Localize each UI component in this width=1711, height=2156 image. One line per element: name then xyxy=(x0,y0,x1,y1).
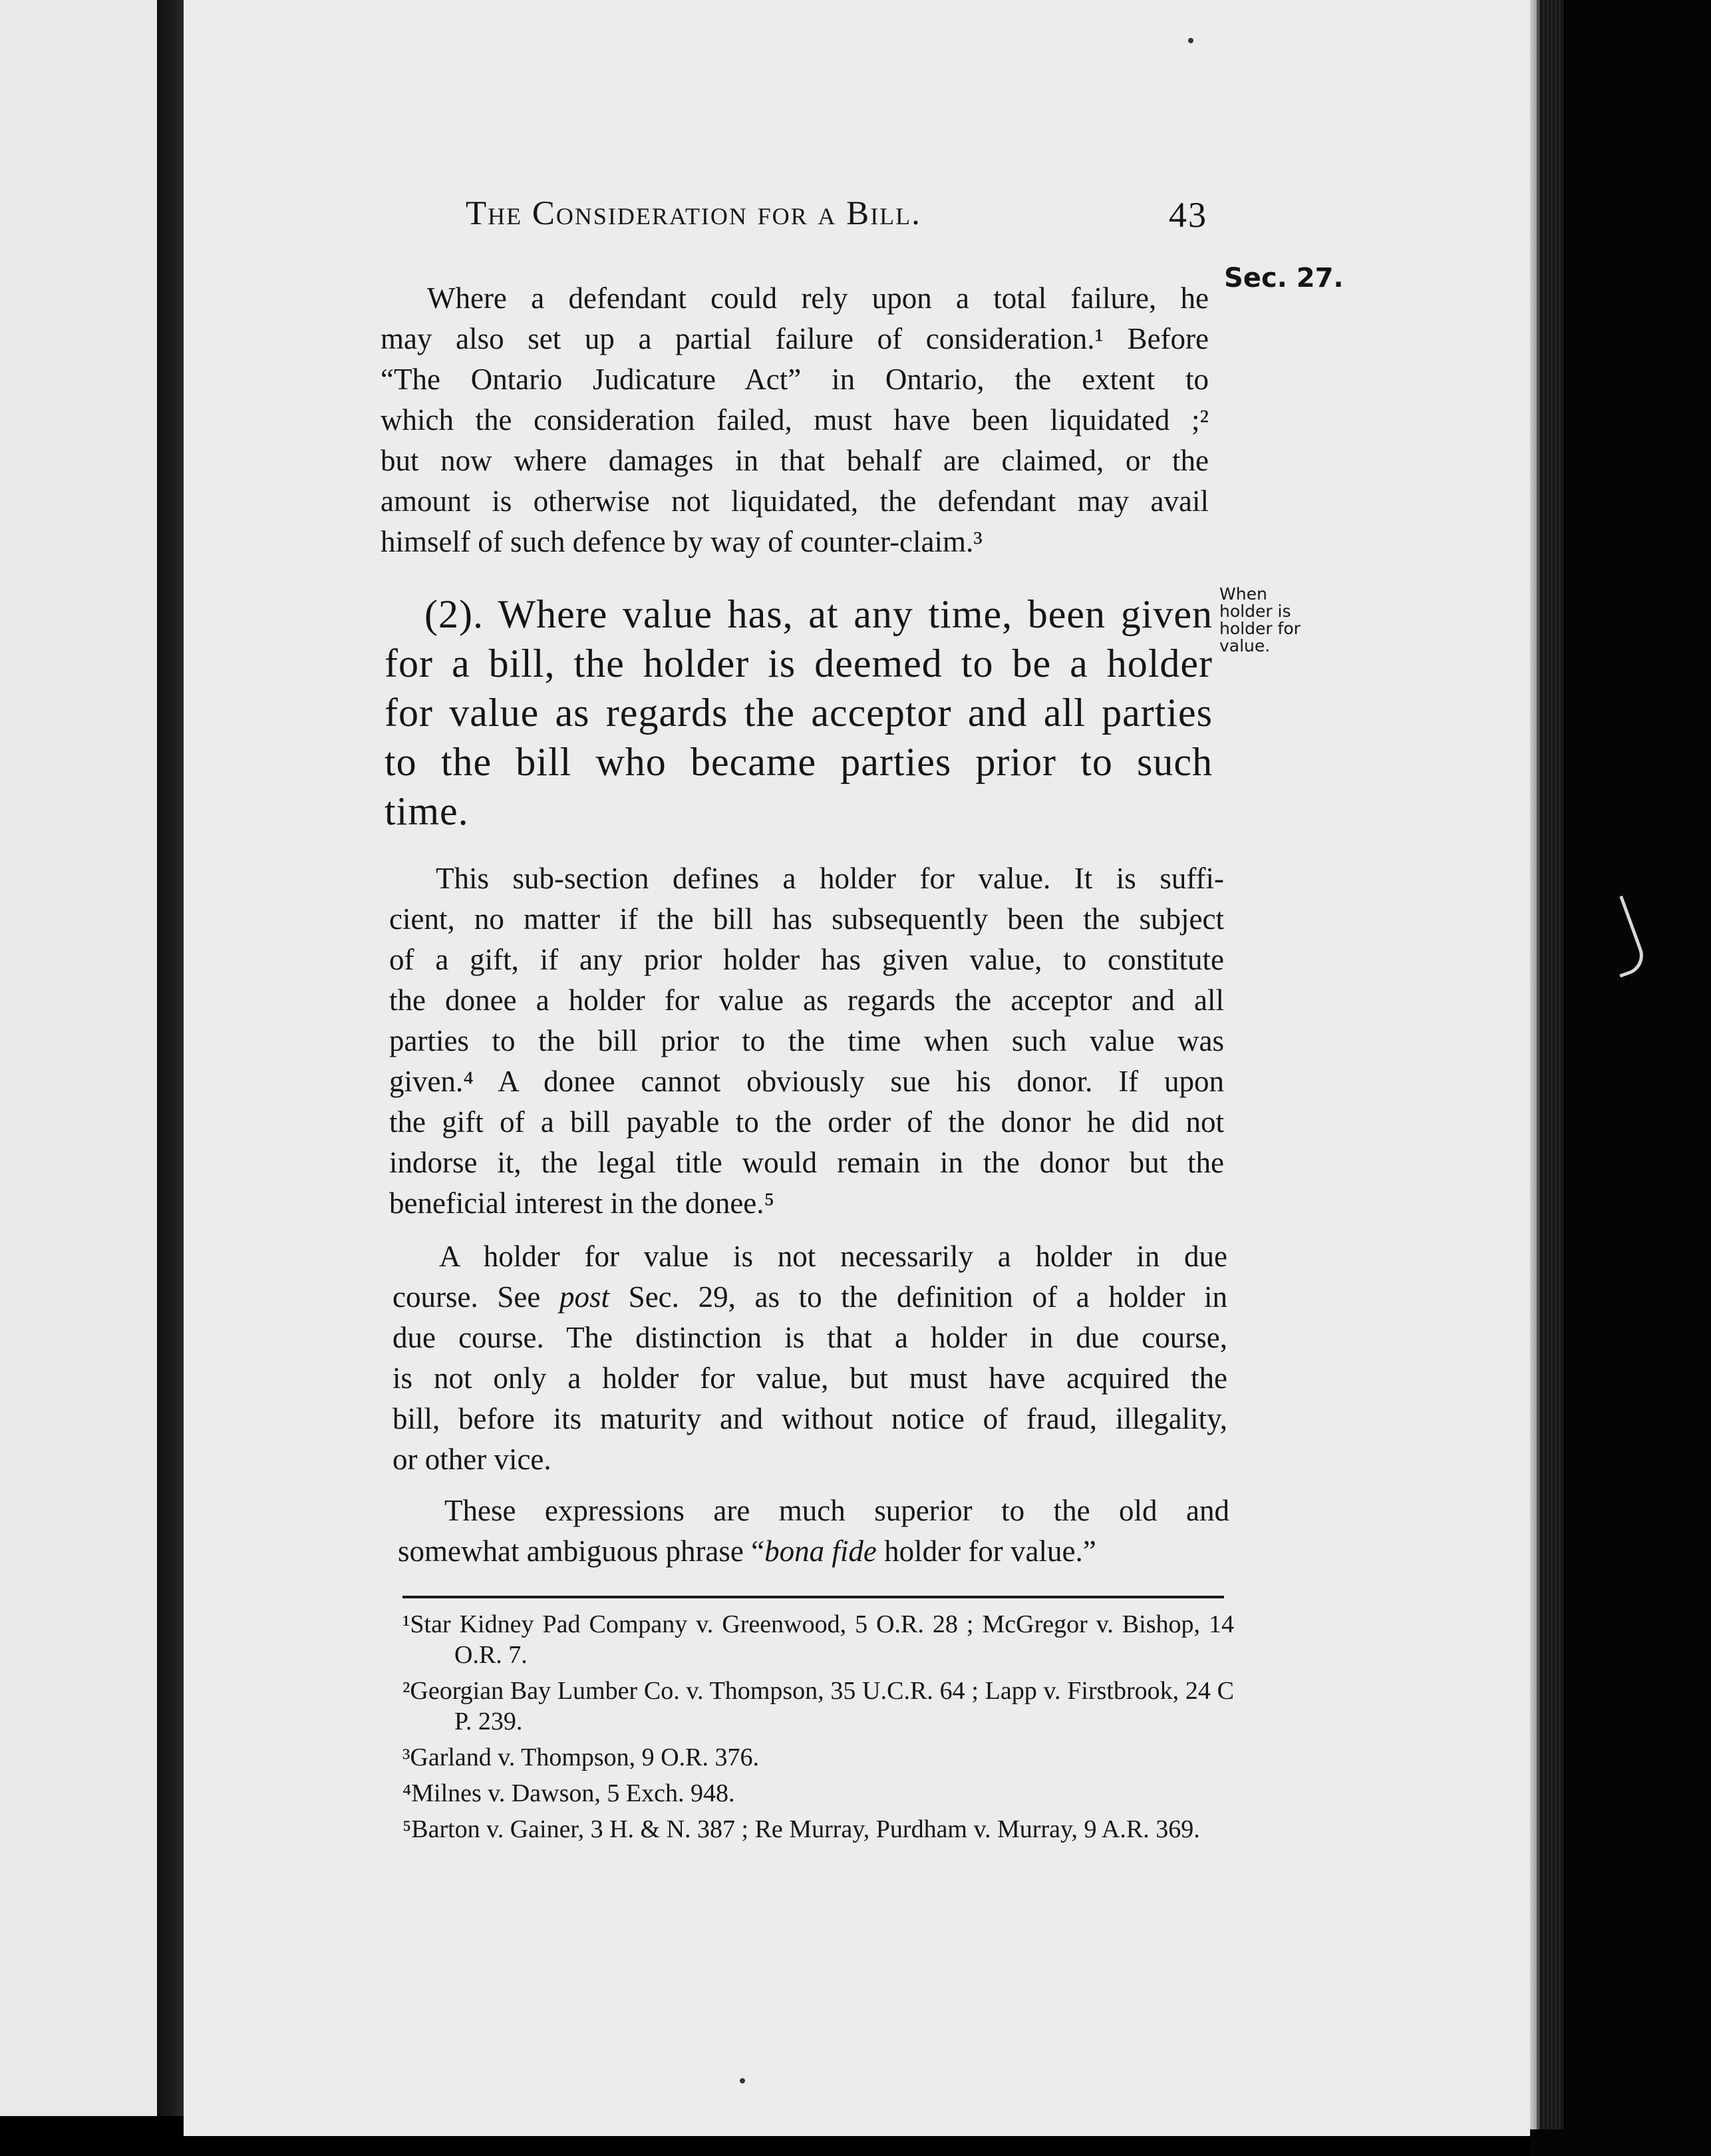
footnote-rule xyxy=(402,1596,1224,1598)
margin-sidenote: When holder is holder for value. xyxy=(1219,584,1301,655)
paragraph-bona-fide: These expressions are much superior to the old and somewhat ambiguous phrase “bona fide holder for value.” xyxy=(398,1494,1229,1568)
page-edges xyxy=(1537,0,1563,2129)
footnote-1: ¹Star Kidney Pad Company v. Greenwood, 5 O.R. 28 ; McGregor v. Bishop, 14 O.R. 7. xyxy=(402,1610,1234,1669)
footnote-5: ⁵Barton v. Gainer, 3 H. & N. 387 ; Re Murray, Purdham v. Murray, 9 A.R. 369. xyxy=(402,1815,1200,1843)
book-gutter xyxy=(157,0,184,2116)
paragraph-holder-in-due-course: A holder for value is not necessarily a holder in due course. See post Sec. 29, as to the definition of a holder in due course. The distinction is that a holder in due course, is not only a holder for value, but must have acquired the bill, before its maturity and without notice of fraud, illegality, or other vice. xyxy=(392,1240,1227,1476)
footnote-3: ³Garland v. Thompson, 9 O.R. 376. xyxy=(402,1743,759,1771)
paragraph-failure-of-consideration: Where a defendant could rely upon a total failure, he may also set up a partial failure of consideration.¹ Before “The Ontario Judicature Act” in Ontario, the extent to which the consideration failed, must have been liquidated ;² but now where damages in that behalf are claimed, or the amount is otherwise not liquidated, the defendant may avail himself of such defence by way of counter-claim.³ xyxy=(381,281,1209,558)
scan-speck xyxy=(740,2078,745,2083)
section-label: Sec. 27. xyxy=(1224,263,1344,293)
paragraph-holder-for-value: This sub-section defines a holder for value. It is suffi- cient, no matter if the bill has subsequently been the subject of a gift, if any prior holder has given value, to constitute the donee a holder for value as regards the acceptor and all parties to the bill prior to the time when such value was given.⁴ A donee cannot obviously sue his donor. If upon the gift of a bill payable to the order of the donor he did not indorse it, the legal title would remain in the donor but the beneficial interest in the donee.⁵ xyxy=(389,862,1224,1220)
running-head xyxy=(466,194,1207,248)
statute-subsection-2: (2). Where value has, at any time, been given for a bill, the holder is deemed to be a holder for value as regards the acceptor and all parties to the bill who became parties prior to such time. xyxy=(385,592,1213,833)
scan-speck xyxy=(1188,38,1193,43)
running-head-title: The Consideration for a Bill. xyxy=(466,195,921,232)
page-number: 43 xyxy=(1169,195,1207,235)
footnotes xyxy=(402,1609,1234,1845)
facing-page-edge xyxy=(0,0,160,2116)
footnote-2: ²Georgian Bay Lumber Co. v. Thompson, 35 U.C.R. 64 ; Lapp v. Firstbrook, 24 C P. 239. xyxy=(402,1677,1234,1735)
footnote-4: ⁴Milnes v. Dawson, 5 Exch. 948. xyxy=(402,1779,735,1807)
